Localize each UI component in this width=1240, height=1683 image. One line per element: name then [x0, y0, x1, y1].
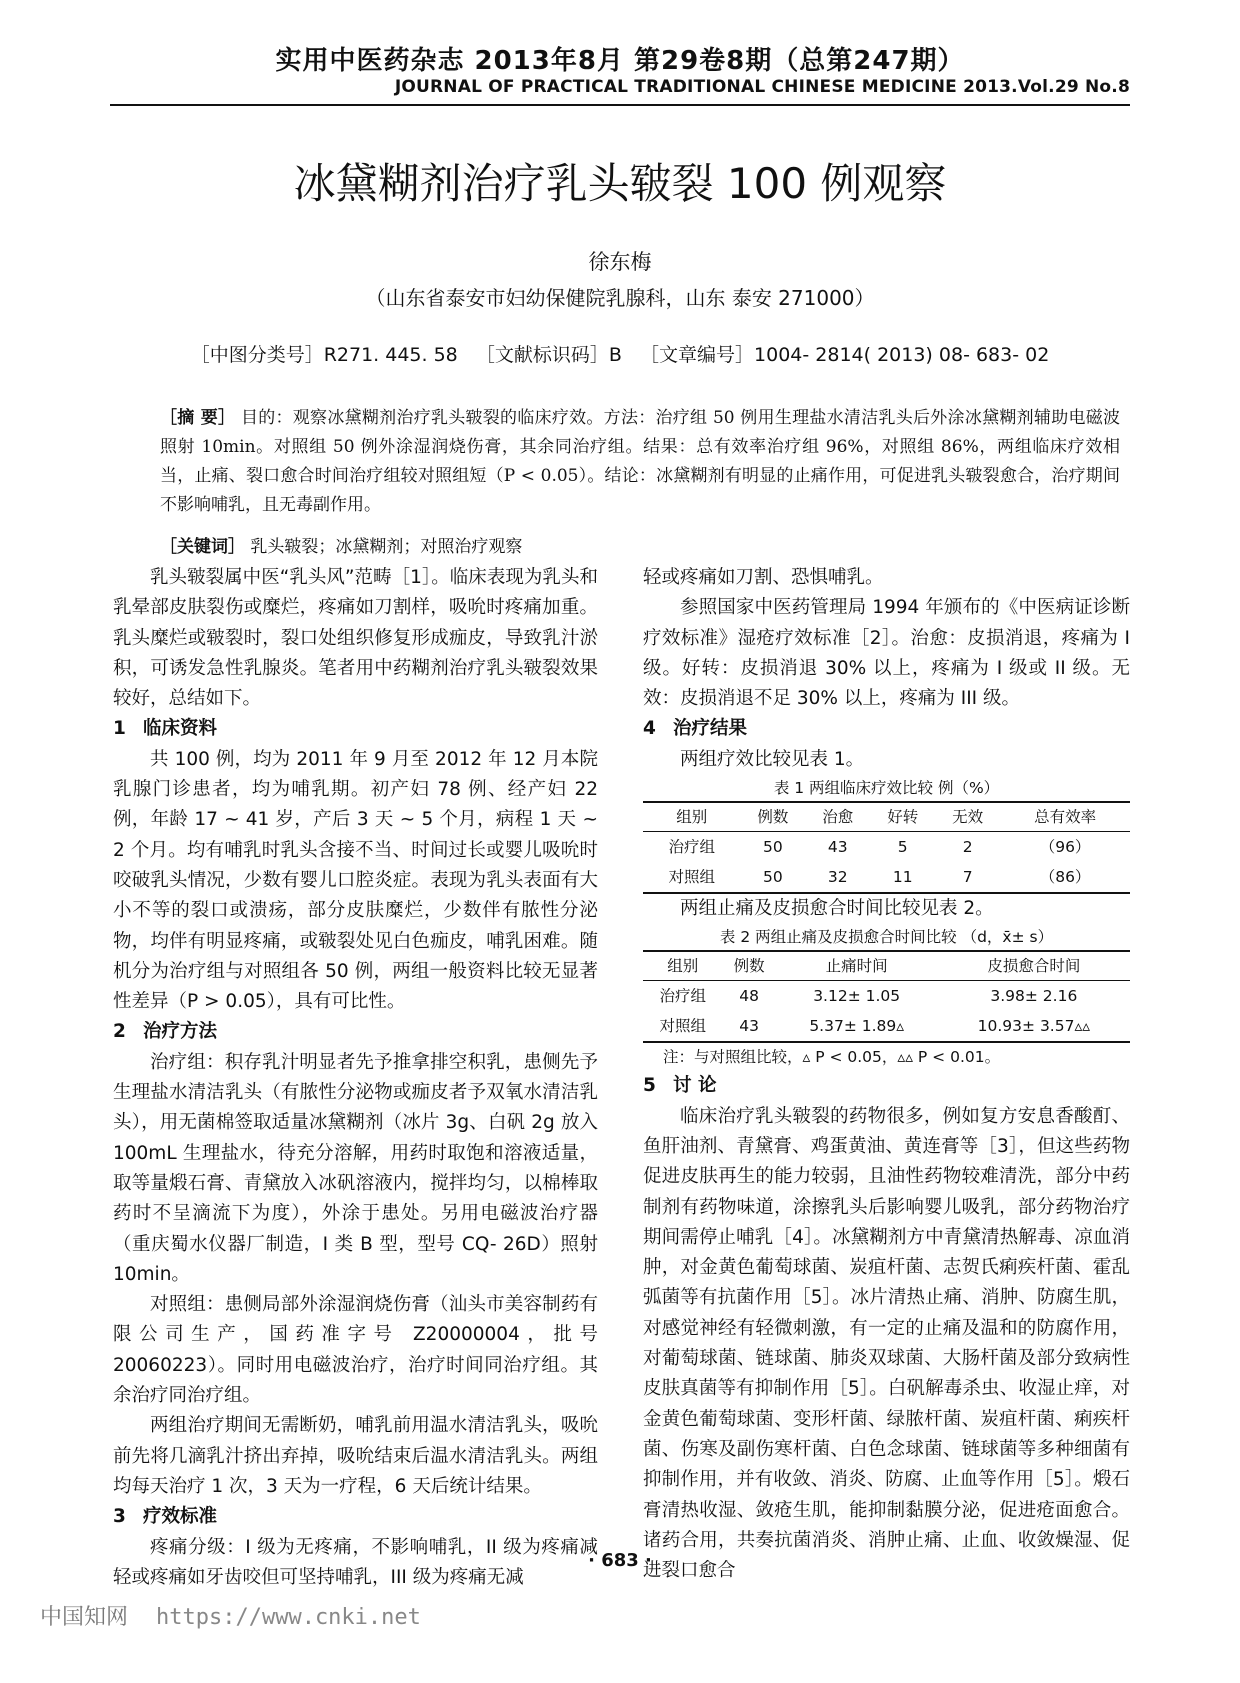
table-cell: 32	[805, 862, 870, 893]
keywords	[160, 534, 1120, 560]
table2-caption: 表 2 两组止痛及皮损愈合时间比较 （d，x̄± s）	[719, 928, 1054, 947]
table-header-cell: 总有效率	[1000, 802, 1130, 832]
abstract-label: ［摘 要］	[160, 408, 236, 428]
header-rule	[110, 104, 1130, 106]
paragraph: 对照组：患侧局部外涂湿润烧伤膏（汕头市美容制药有限公司生产，国药准字号 Z20000004，批号 20060223）。同时用电磁波治疗，治疗时间同治疗组。其余治疗同治疗组。	[113, 1294, 598, 1407]
journal-title-en: JOURNAL OF PRACTICAL TRADITIONAL CHINESE MEDICINE 2013.Vol.29 No.8	[394, 77, 1130, 97]
table-cell: 治疗组	[659, 987, 707, 1006]
intro-paragraph: 乳头皲裂属中医“乳头风”范畴［1］。临床表现为乳头和乳晕部皮肤裂伤或糜烂，疼痛如刀割样，吸吮时疼痛加重。乳头糜烂或皲裂时，裂口处组织修复形成痂皮，导致乳汁淤积，可诱发急性乳腺炎。笔者用中药糊剂治疗乳头皲裂效果较好，总结如下。	[113, 567, 598, 710]
table-cell: 对照组	[643, 1011, 723, 1042]
table-header-cell: 例数	[723, 951, 776, 981]
section-title: 讨 论	[673, 1075, 717, 1097]
table-cell: 48	[739, 987, 759, 1006]
section-number: 4	[643, 718, 656, 740]
table-header-cell: 无效	[935, 802, 1000, 832]
table-cell: 3.12± 1.05	[813, 987, 901, 1006]
table-header-row	[643, 802, 1130, 832]
keywords-label: ［关键词］	[160, 537, 245, 557]
paragraph: 临床治疗乳头皲裂的药物很多，例如复方安息香酸酊、鱼肝油剂、青黛膏、鸡蛋黄油、黄连膏等［3］，但这些药物促进皮肤再生的能力较弱，且油性药物较难清洗，部分中药制剂有药物味道，涂擦乳头后影响婴儿吸乳，部分药物治疗期间需停止哺乳［4］。冰黛糊剂方中青黛清热解毒、凉血消肿，对金黄色葡萄球菌、炭疽杆菌、志贺氏痢疾杆菌、霍乱弧菌等有抗菌作用［5］。冰片清热止痛、消肿、防腐生肌，对感觉神经有轻微刺激，有一定的止痛及温和的防腐作用，对葡萄球菌、链球菌、肺炎双球菌、大肠杆菌及部分致病性皮肤真菌等有抑制作用［5］。白矾解毒杀虫、收湿止痒，对金黄色葡萄球菌、变形杆菌、绿脓杆菌、炭疽杆菌、痢疾杆菌、伤寒及副伤寒杆菌、白色念球菌、链球菌等多种细菌有抑制作用，并有收敛、消炎、防腐、止血等作用［5］。煅石膏清热收湿、敛疮生肌，能抑制黏膜分泌，促进疮面愈合。诸药合用，共奏抗菌消炎、消肿止痛、止血、收敛燥湿、促进裂口愈合	[643, 1105, 1130, 1582]
table-cell: 43	[723, 1011, 776, 1042]
section-heading	[113, 1017, 598, 1047]
table-row	[643, 862, 1130, 893]
table-cell: 50	[762, 838, 783, 857]
left-column	[113, 563, 598, 1593]
section-title: 治疗结果	[673, 718, 748, 740]
paragraph: 疼痛分级：I 级为无疼痛，不影响哺乳，II 级为疼痛减轻或疼痛如牙齿咬但可坚持哺乳，III 级为疼痛无减	[113, 1536, 598, 1588]
table-cell: （96）	[1039, 838, 1091, 857]
section-number: 3	[113, 1506, 126, 1528]
table-row	[643, 981, 1130, 1012]
section-heading	[113, 1502, 598, 1532]
paragraph: 两组止痛及皮损愈合时间比较见表 2。	[680, 898, 994, 920]
classification-line: ［中图分类号］R271. 445. 58 ［文献标识码］B ［文章编号］1004- 2814( 2013) 08- 683- 02	[190, 344, 1050, 366]
watermark-url: https://www.cnki.net	[156, 1605, 421, 1630]
section-number: 1	[113, 718, 126, 740]
table-cell: 7	[935, 862, 1000, 893]
table-cell: 43	[827, 838, 848, 857]
table-cell: 治疗组	[668, 838, 715, 857]
paragraph-continued: 轻或疼痛如刀割、恐惧哺乳。	[643, 567, 884, 588]
paragraph: 两组治疗期间无需断奶，哺乳前用温水清洁乳头，吸吮前先将几滴乳汁挤出弃掉，吸吮结束后温水清洁乳头。两组均每天治疗 1 次，3 天为一疗程，6 天后统计结果。	[113, 1415, 598, 1497]
paragraph: 两组疗效比较见表 1。	[680, 748, 865, 770]
right-column	[643, 563, 1130, 1586]
table-cell: 5.37± 1.89▵	[776, 1011, 938, 1042]
section-title: 疗效标准	[143, 1506, 218, 1528]
table-header-cell: 组别	[643, 802, 740, 832]
section-heading	[643, 1071, 1130, 1101]
table-header-row	[643, 951, 1130, 981]
table-header-cell: 治愈	[805, 802, 870, 832]
page-number: · 683 ·	[588, 1550, 652, 1571]
journal-header	[110, 46, 1130, 98]
section-title: 治疗方法	[143, 1021, 218, 1043]
table-row	[643, 1011, 1130, 1042]
abstract-text: 目的：观察冰黛糊剂治疗乳头皲裂的临床疗效。方法：治疗组 50 例用生理盐水清洁乳头后外涂冰黛糊剂辅助电磁波照射 10min。对照组 50 例外涂湿润烧伤膏，其余同治疗组。结果：总有效率治疗组 96%，对照组 86%，两组临床疗效相当，止痛、裂口愈合时间治疗组较对照组短（P < 0.05）。结论：冰黛糊剂有明显的止痛作用，可促进乳头皲裂愈合，治疗期间不影响哺乳，且无毒副作用。	[160, 408, 1121, 515]
section-title: 临床资料	[143, 718, 218, 740]
section-heading	[643, 714, 1130, 744]
paragraph: 治疗组：积存乳汁明显者先予推拿排空积乳，患侧先予生理盐水清洁乳头（有脓性分泌物或痂皮者予双氧水清洁乳头），用无菌棉签取适量冰黛糊剂（冰片 3g、白矾 2g 放入 100mL 生理盐水，待充分溶解，用药时取饱和溶液适量，取等量煅石膏、青黛放入冰矾溶液内，搅拌均匀，以棉棒取药时不呈滴流下为度），外涂于患处。另用电磁波治疗器（重庆蜀水仪器厂制造，I 类 B 型，型号 CQ- 26D）照射 10min。	[113, 1051, 598, 1285]
paragraph: 共 100 例，均为 2011 年 9 月至 2012 年 12 月本院乳腺门诊患者，均为哺乳期。初产妇 78 例、经产妇 22 例，年龄 17 ~ 41 岁，产后 3 天 ~ 5 个月，病程 1 天 ~ 2 个月。均有哺乳时乳头含接不当、时间过长或婴儿吸吮时咬破乳头情况，少数有婴儿口腔炎症。表现为乳头表面有大小不等的裂口或溃疡，部分皮肤糜烂，少数伴有脓性分泌物，均伴有明显疼痛，或皲裂处见白色痂皮，哺乳困难。随机分为治疗组与对照组各 50 例，两组一般资料比较无显著性差异（P > 0.05），具有可比性。	[113, 748, 598, 1013]
table-cell: 5	[897, 838, 908, 857]
table2-note: 注：与对照组比较，▵ P < 0.05，▵▵ P < 0.01。	[663, 1048, 1001, 1067]
abstract	[160, 404, 1120, 520]
author: 徐东梅	[588, 250, 652, 274]
table-header-cell: 例数	[740, 802, 805, 832]
section-heading	[113, 714, 598, 744]
keywords-text: 乳头皲裂；冰黛糊剂；对照治疗观察	[250, 537, 523, 557]
table-cell: 11	[870, 862, 935, 893]
table-header-cell: 止痛时间	[776, 951, 938, 981]
table-cell: 对照组	[643, 862, 740, 893]
table-header-cell: 好转	[870, 802, 935, 832]
table-row	[643, 832, 1130, 863]
paragraph: 参照国家中医药管理局 1994 年颁布的《中医病证诊断疗效标准》湿疮疗效标准［2］。治愈：皮损消退，疼痛为 I 级。好转：皮损消退 30% 以上，疼痛为 I 级或 II 级。无效：皮损消退不足 30% 以上，疼痛为 III 级。	[643, 597, 1130, 710]
table-header-cell: 组别	[643, 951, 723, 981]
journal-title-cn: 实用中医药杂志 2013年8月 第29卷8期（总第247期）	[275, 46, 965, 76]
table-cell: 2	[962, 838, 973, 857]
table1-caption: 表 1 两组临床疗效比较 例（%）	[773, 779, 1000, 798]
table1	[643, 801, 1130, 894]
section-number: 5	[643, 1075, 656, 1097]
table-cell: （86）	[1000, 862, 1130, 893]
table2	[643, 950, 1130, 1043]
affiliation: （山东省泰安市妇幼保健院乳腺科，山东 泰安 271000）	[365, 286, 875, 310]
section-number: 2	[113, 1021, 126, 1043]
watermark-site: 中国知网	[40, 1605, 129, 1630]
table-cell: 50	[740, 862, 805, 893]
cnki-watermark	[40, 1600, 421, 1631]
table-cell: 3.98± 2.16	[990, 987, 1078, 1006]
table-header-cell: 皮损愈合时间	[938, 951, 1130, 981]
table-cell: 10.93± 3.57▵▵	[938, 1011, 1130, 1042]
article-title: 冰黛糊剂治疗乳头皲裂 100 例观察	[293, 159, 947, 208]
